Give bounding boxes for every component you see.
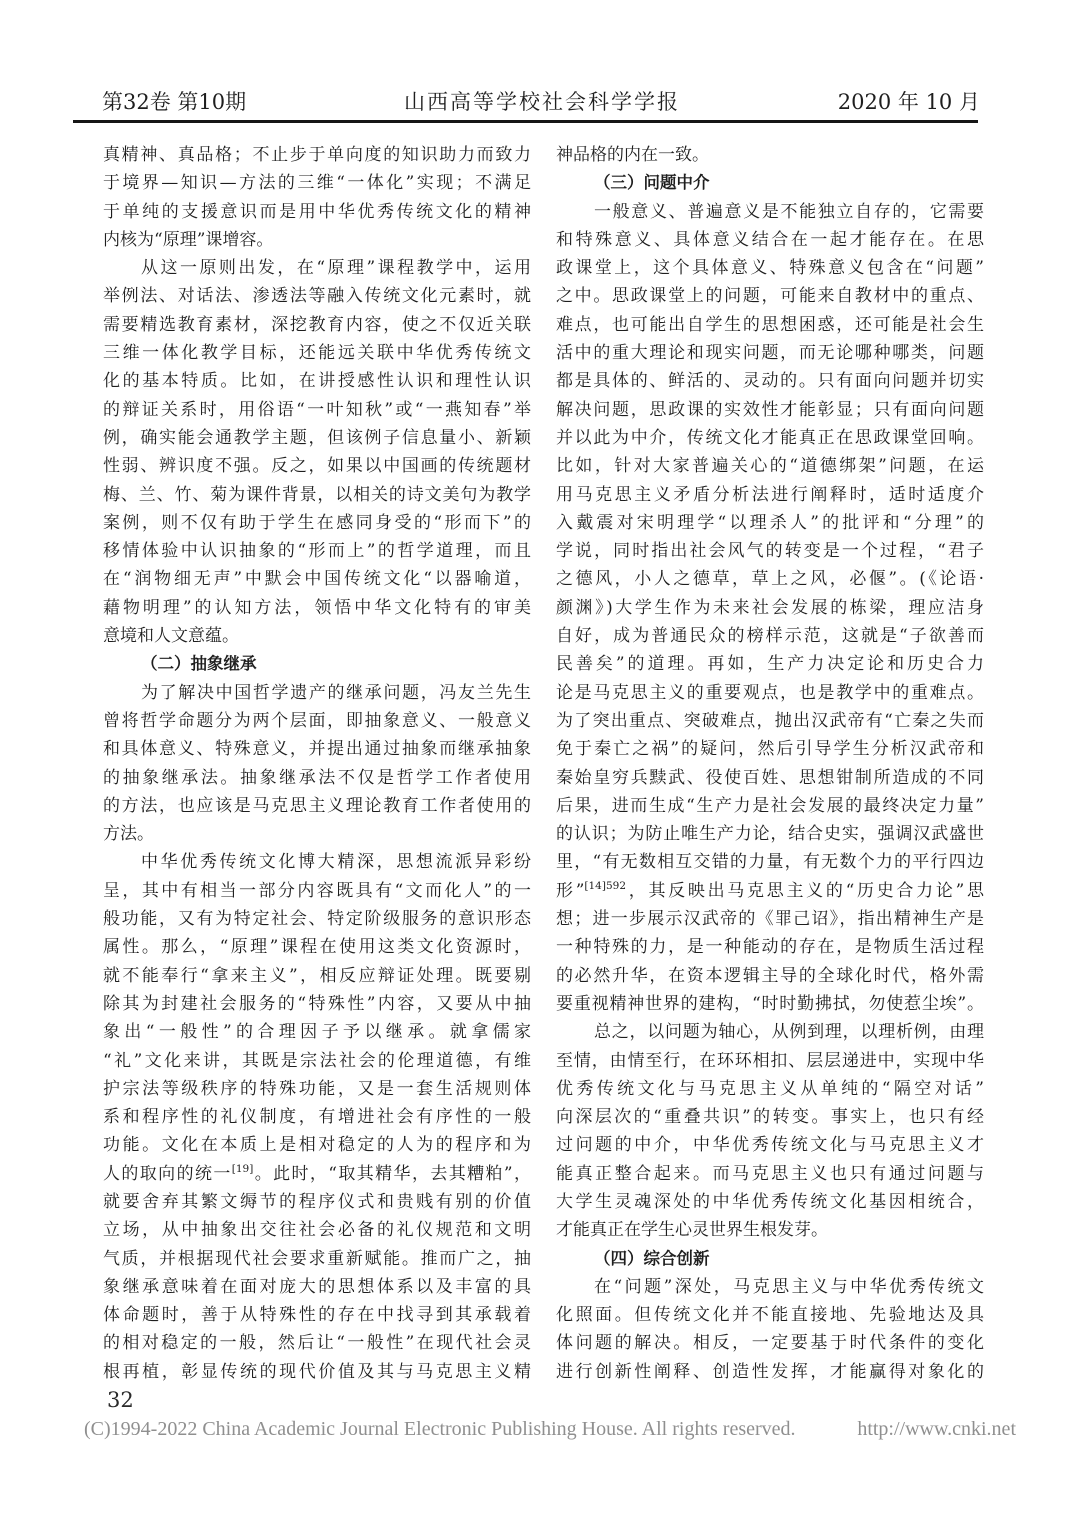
text-line: 从这一原则出发，在“原理”课程教学中，运用 xyxy=(141,258,531,279)
text-line: 例，确实能会通教学主题，但该例子信息量小、新颖 xyxy=(103,427,531,448)
text-line: 的抽象继承法。抽象继承法不仅是哲学工作者使用 xyxy=(103,767,531,788)
copyright-text: (C)1994-2022 China Academic Journal Electronic Publishing House. All rights reserved. xyxy=(84,1418,796,1440)
text-line: 内核为“原理”课增容。 xyxy=(103,229,274,250)
text-line xyxy=(103,1160,531,1188)
text-line: 方法。 xyxy=(103,824,154,845)
issue-label: 第32卷 第10期 xyxy=(102,90,247,114)
text-line: 都是具体的、鲜活的、灵动的。只有面向问题并切实 xyxy=(556,371,984,392)
text-line: 比如，针对大家普遍关心的“道德绑架”问题，在运 xyxy=(556,456,984,477)
text-line: 至情，由情至行，在环环相扣、层层递进中，实现中华 xyxy=(556,1050,984,1071)
journal-title: 山西高等学校社会科学学报 xyxy=(403,90,680,114)
text-line: 气质，并根据现代社会要求重新赋能。推而广之，抽 xyxy=(103,1248,531,1269)
article-body xyxy=(103,141,984,1386)
text-line: 总之，以问题为轴心，从例到理，以理析例，由理 xyxy=(594,1022,984,1043)
page-header xyxy=(102,86,980,116)
text-segment: 。此时，“取其精华，去其糟粕”， xyxy=(253,1163,531,1184)
text-line: 中华优秀传统文化博大精深，思想流派异彩纷 xyxy=(141,852,531,873)
text-line: 后果，进而生成“生产力是社会发展的最终决定力量” xyxy=(556,795,984,816)
section-heading: （三）问题中介 xyxy=(594,173,710,193)
text-line: 在“润物细无声”中默会中国传统文化“以器喻道， xyxy=(103,569,531,590)
text-line: 除其为封建社会服务的“特殊性”内容，又要从中抽 xyxy=(103,993,531,1014)
text-line: 民善矣”的道理。再如，生产力决定论和历史合力 xyxy=(556,654,984,675)
text-line: 一种特殊的力，是一种能动的存在，是物质生活过程 xyxy=(556,937,984,958)
copyright-bar xyxy=(84,1418,1016,1441)
cnki-url: http://www.cnki.net xyxy=(857,1418,1016,1440)
text-line: 案例，则不仅有助于学生在感同身受的“形而下”的 xyxy=(103,512,531,533)
text-line: 想；进一步展示汉武帝的《罪己诏》，指出精神生产是 xyxy=(556,909,984,930)
text-line: 性弱、辨识度不强。反之，如果以中国画的传统题材 xyxy=(103,456,531,477)
text-line: 三维一体化教学目标，还能远关联中华优秀传统文 xyxy=(103,343,531,364)
text-line: 活中的重大理论和现实问题，而无论哪种哪类，问题 xyxy=(556,343,984,364)
text-line: 曾将哲学命题分为两个层面，即抽象意义、一般意义 xyxy=(103,710,531,731)
text-line: 在“问题”深处，马克思主义与中华优秀传统文 xyxy=(594,1276,984,1297)
section-heading: （二）抽象继承 xyxy=(141,654,257,674)
text-line: 和特殊意义、具体意义结合在一起才能存在。在思 xyxy=(556,229,984,250)
text-line: 就要舍弃其繁文缛节的程序仪式和贵贱有别的价值 xyxy=(103,1191,531,1212)
text-line: 的认识；为防止唯生产力论，结合史实，强调汉武盛世 xyxy=(556,824,984,845)
date-label: 2020 年 10 月 xyxy=(837,90,980,114)
text-line: 的辩证关系时，用俗语“一叶知秋”或“一燕知春”举 xyxy=(103,399,531,420)
text-line: 一般意义、普遍意义是不能独立自存的，它需要 xyxy=(594,201,984,222)
text-line: 并以此为中介，传统文化才能真正在思政课堂回响。 xyxy=(556,427,984,448)
text-line: 属性。那么，“原理”课程在使用这类文化资源时， xyxy=(103,937,531,958)
text-line: 要重视精神世界的建构，“时时勤拂拭，勿使惹尘埃”。 xyxy=(556,993,984,1014)
text-line: 进行创新性阐释、创造性发挥，才能赢得对象化的 xyxy=(556,1361,984,1382)
text-line: 秦始皇穷兵黩武、役使百姓、思想钳制所造成的不同 xyxy=(556,767,984,788)
text-line: 的方法，也应该是马克思主义理论教育工作者使用的 xyxy=(103,795,531,816)
citation-ref: [19] xyxy=(231,1162,254,1175)
text-line: 根再植，彰显传统的现代价值及其与马克思主义精 xyxy=(103,1361,531,1382)
text-line: 意境和人文意蕴。 xyxy=(103,626,239,647)
text-line: 移情体验中认识抽象的“形而上”的哲学道理，而且 xyxy=(103,541,531,562)
text-line: 之中。思政课堂上的问题，可能来自教材中的重点、 xyxy=(556,286,984,307)
text-line: 优秀传统文化与马克思主义从单纯的“隔空对话” xyxy=(556,1078,984,1099)
text-line: 真精神、真品格；不止步于单向度的知识助力而致力 xyxy=(103,145,531,165)
text-line: 为了突出重点、突破难点，抛出汉武帝有“亡秦之失而 xyxy=(556,710,984,731)
text-line: 般功能，又有为特定社会、特定阶级服务的意识形态 xyxy=(103,909,531,930)
text-line xyxy=(556,877,984,905)
text-segment: 人的取向的统一 xyxy=(103,1163,232,1184)
text-line: 于单纯的支援意识而是用中华优秀传统文化的精神 xyxy=(103,201,531,222)
text-line: 免于秦亡之祸”的疑问，然后引导学生分析汉武帝和 xyxy=(556,739,984,760)
text-line: 化照面。但传统文化并不能直接地、先验地达及具 xyxy=(556,1305,984,1326)
text-line: 和具体意义、特殊意义，并提出通过抽象而继承抽象 xyxy=(103,739,531,760)
text-line: 体问题的解决。相反，一定要基于时代条件的变化 xyxy=(556,1333,984,1354)
text-line: 功能。文化在本质上是相对稳定的人为的程序和为 xyxy=(103,1135,531,1156)
text-line: 大学生灵魂深处的中华优秀传统文化基因相统合， xyxy=(556,1191,984,1212)
text-line: 解决问题，思政课的实效性才能彰显；只有面向问题 xyxy=(556,399,984,420)
text-line: 需要精选教育素材，深挖教育内容，使之不仅近关联 xyxy=(103,314,531,335)
text-line: 里，“有无数相互交错的力量，有无数个力的平行四边 xyxy=(556,852,984,873)
page-number: 32 xyxy=(107,1388,134,1412)
text-line: 论是马克思主义的重要观点，也是教学中的重难点。 xyxy=(556,682,984,703)
text-line: 才能真正在学生心灵世界生根发芽。 xyxy=(556,1220,828,1241)
text-line: 护宗法等级秩序的特殊功能，又是一套生活规则体 xyxy=(103,1078,531,1099)
text-line: 化的基本特质。比如，在讲授感性认识和理性认识 xyxy=(103,371,531,392)
text-line: 象出“一般性”的合理因子予以继承。就拿儒家 xyxy=(103,1022,531,1043)
text-line: 之德风，小人之德草，草上之风，必偃”。(《论语· xyxy=(556,569,984,590)
text-line: 为了解决中国哲学遗产的继承问题，冯友兰先生 xyxy=(141,682,531,703)
text-line: 的相对稳定的一般，然后让“一般性”在现代社会灵 xyxy=(103,1333,531,1354)
text-line: 用马克思主义矛盾分析法进行阐释时，适时适度介 xyxy=(556,484,984,505)
text-line: 学说，同时指出社会风气的转变是一个过程，“君子 xyxy=(556,541,984,562)
text-line: 立场，从中抽象出交往社会必备的礼仪规范和文明 xyxy=(103,1220,531,1241)
text-line: 自好，成为普通民众的榜样示范，这就是“子欲善而 xyxy=(556,626,984,647)
right-column xyxy=(556,141,984,1386)
text-line: “礼”文化来讲，其既是宗法社会的伦理道德，有维 xyxy=(103,1050,531,1071)
text-line: 神品格的内在一致。 xyxy=(556,145,709,165)
text-line: 难点，也可能出自学生的思想困惑，还可能是社会生 xyxy=(556,314,984,335)
text-line: 体命题时，善于从特殊性的存在中找寻到其承载着 xyxy=(103,1305,531,1326)
citation-ref: [14]592 xyxy=(584,879,627,892)
text-segment: 形” xyxy=(556,880,585,901)
header-rule xyxy=(73,120,978,123)
text-line: 就不能奉行“拿来主义”，相反应辩证处理。既要剔 xyxy=(103,965,531,986)
text-line: 颜渊》)大学生作为未来社会发展的栋梁，理应洁身 xyxy=(556,597,984,618)
left-column xyxy=(103,141,531,1386)
text-line: 系和程序性的礼仪制度，有增进社会有序性的一般 xyxy=(103,1107,531,1128)
text-line: 政课堂上，这个具体意义、特殊意义包含在“问题” xyxy=(556,258,984,279)
text-line: 呈，其中有相当一部分内容既具有“文而化人”的一 xyxy=(103,880,531,901)
text-line: 过问题的中介，中华优秀传统文化与马克思主义才 xyxy=(556,1135,984,1156)
text-line: 于境界—知识—方法的三维“一体化”实现；不满足 xyxy=(103,173,531,194)
text-line: 入戴震对宋明理学“以理杀人”的批评和“分理”的 xyxy=(556,512,984,533)
text-line: 举例法、对话法、渗透法等融入传统文化元素时，就 xyxy=(103,286,531,307)
text-segment: ，其反映出马克思主义的“历史合力论”思 xyxy=(626,880,984,901)
text-line: 藉物明理”的认知方法，领悟中华文化特有的审美 xyxy=(103,597,531,618)
text-line: 的必然升华，在资本逻辑主导的全球化时代，格外需 xyxy=(556,965,984,986)
section-heading: （四）综合创新 xyxy=(594,1248,710,1268)
text-line: 梅、兰、竹、菊为课件背景，以相关的诗文美句为教学 xyxy=(103,484,531,505)
text-line: 向深层次的“重叠共识”的转变。事实上，也只有经 xyxy=(556,1107,984,1128)
text-line: 象继承意味着在面对庞大的思想体系以及丰富的具 xyxy=(103,1276,531,1297)
text-line: 能真正整合起来。而马克思主义也只有通过问题与 xyxy=(556,1163,984,1184)
